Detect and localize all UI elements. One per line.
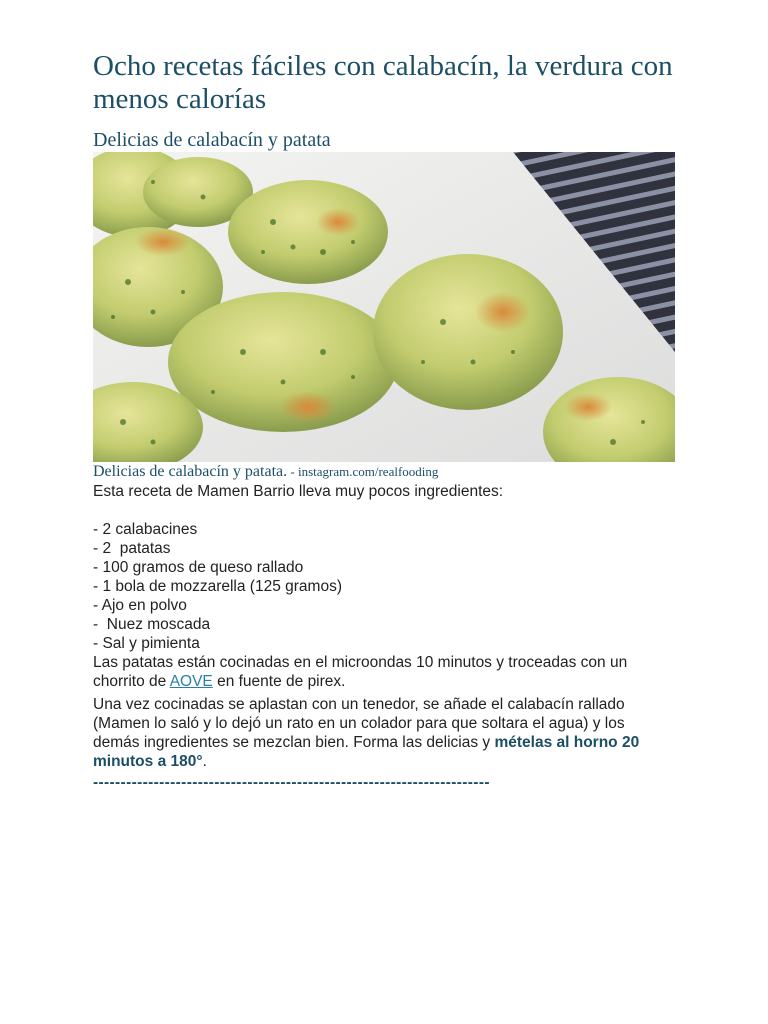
recipe-photo — [93, 152, 675, 462]
preparation-paragraph-1 — [93, 653, 675, 691]
section-title: Delicias de calabacín y patata — [93, 129, 331, 151]
image-caption — [93, 462, 675, 482]
aove-link[interactable]: AOVE — [169, 673, 213, 690]
caption-source: instagram.com/realfooding — [297, 464, 439, 479]
paragraph-1-text-after: en fuente de pirex. — [212, 673, 346, 690]
ingredient-item: - Nuez moscada — [93, 616, 211, 633]
paragraph-2-text-before: Una vez cocinadas se aplastan con un tenedor, se añade el calabacín rallado (Mamen lo saló y lo dejó un rato en un colador para que soltara el agua) y los demás ingredientes se mezclan bien. Forma las delicias y — [93, 696, 625, 751]
article-title: Ocho recetas fáciles con calabacín, la verdura con menos calorías — [93, 50, 673, 115]
caption-title: Delicias de calabacín y patata. — [93, 463, 288, 480]
ingredient-item: - Ajo en polvo — [93, 597, 187, 614]
recipe-body — [93, 482, 675, 771]
ingredient-item: - 2 patatas — [93, 540, 171, 557]
preparation-paragraph-2 — [93, 695, 675, 771]
intro-text: Esta receta de Mamen Barrio lleva muy pocos ingredientes: — [93, 483, 504, 500]
ingredient-list — [93, 520, 675, 653]
section-divider: ------------------------------------------------------------------------ — [93, 774, 490, 791]
article — [93, 50, 675, 792]
oven-instruction: mételas al horno 20 minutos a 180° — [93, 734, 640, 770]
ingredient-item: - Sal y pimienta — [93, 635, 200, 652]
ingredient-item: - 2 calabacines — [93, 521, 198, 538]
paragraph-1-text-before: Las patatas están cocinadas en el microondas 10 minutos y troceadas con un chorrito de — [93, 654, 628, 690]
paragraph-2-text-after: . — [202, 753, 207, 770]
ingredient-item: - 1 bola de mozzarella (125 gramos) — [93, 578, 342, 595]
ingredient-item: - 100 gramos de queso rallado — [93, 559, 304, 576]
caption-separator: - — [287, 464, 298, 479]
